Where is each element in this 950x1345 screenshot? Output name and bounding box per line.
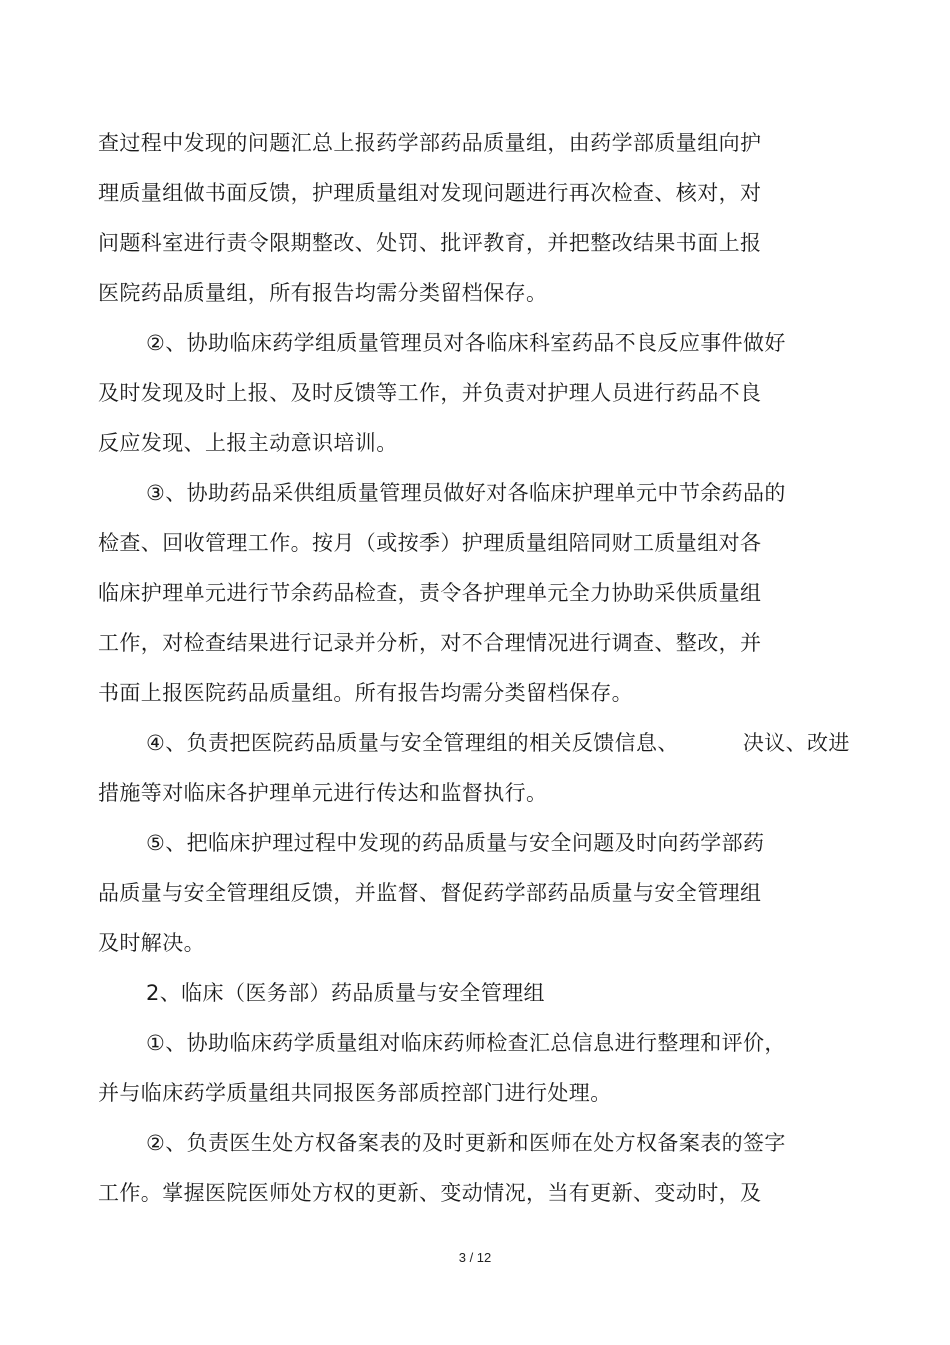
paragraph-line: 检查、回收管理工作。按月（或按季）护理质量组陪同财工质量组对各 bbox=[98, 531, 762, 555]
paragraph-line: 书面上报医院药品质量组。所有报告均需分类留档保存。 bbox=[98, 681, 633, 705]
paragraph-line: 临床护理单元进行节余药品检查，责令各护理单元全力协助采供质量组 bbox=[98, 581, 762, 605]
paragraph-line: 及时解决。 bbox=[98, 931, 205, 955]
section-heading: 2、临床（医务部）药品质量与安全管理组 bbox=[146, 981, 545, 1005]
paragraph-line: ①、协助临床药学质量组对临床药师检查汇总信息进行整理和评价， bbox=[146, 1031, 786, 1055]
paragraph-line: 及时发现及时上报、及时反馈等工作，并负责对护理人员进行药品不良 bbox=[98, 381, 762, 405]
paragraph-line: ⑤、把临床护理过程中发现的药品质量与安全问题及时向药学部药 bbox=[146, 831, 765, 855]
paragraph-line: 工作，对检查结果进行记录并分析，对不合理情况进行调查、整改，并 bbox=[98, 631, 762, 655]
paragraph-line: 医院药品质量组，所有报告均需分类留档保存。 bbox=[98, 281, 548, 305]
paragraph-line: ②、负责医生处方权备案表的及时更新和医师在处方权备案表的签字 bbox=[146, 1131, 786, 1155]
paragraph-line: 理质量组做书面反馈，护理质量组对发现问题进行再次检查、核对，对 bbox=[98, 181, 762, 205]
paragraph-line: ②、协助临床药学组质量管理员对各临床科室药品不良反应事件做好 bbox=[146, 331, 786, 355]
paragraph-line: 品质量与安全管理组反馈，并监督、督促药学部药品质量与安全管理组 bbox=[98, 881, 762, 905]
paragraph-line: 工作。掌握医院医师处方权的更新、变动情况，当有更新、变动时，及 bbox=[98, 1181, 762, 1205]
line-segment: ④、负责把医院药品质量与安全管理组的相关反馈信息、 bbox=[146, 731, 679, 755]
paragraph-line: 反应发现、上报主动意识培训。 bbox=[98, 431, 398, 455]
paragraph-line: 问题科室进行责令限期整改、处罚、批评教育，并把整改结果书面上报 bbox=[98, 231, 762, 255]
paragraph-line: 查过程中发现的问题汇总上报药学部药品质量组，由药学部质量组向护 bbox=[98, 131, 762, 155]
line-segment: 决议、改进 bbox=[742, 731, 850, 755]
paragraph-line: 并与临床药学质量组共同报医务部质控部门进行处理。 bbox=[98, 1081, 612, 1105]
paragraph-line: ③、协助药品采供组质量管理员做好对各临床护理单元中节余药品的 bbox=[146, 481, 786, 505]
paragraph-line bbox=[146, 730, 850, 756]
paragraph-line: 措施等对临床各护理单元进行传达和监督执行。 bbox=[98, 781, 548, 805]
page-number: 3 / 12 bbox=[458, 1250, 492, 1265]
